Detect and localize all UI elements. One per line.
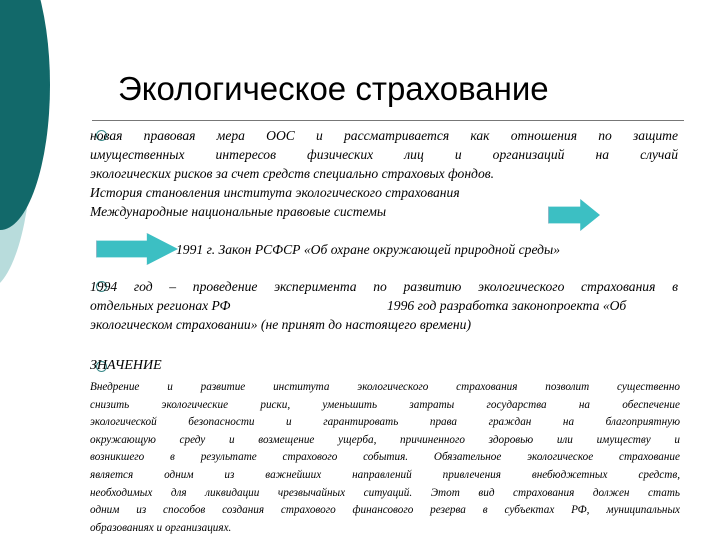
block-1994-line-1: 1994 год – проведение эксперимента по развитию экологического страхования в <box>90 279 678 294</box>
slide-title: Экологическое страхование <box>118 70 549 107</box>
significance-line: снизить экологические риски, уменьшить затраты государства на обеспечение <box>90 398 680 411</box>
law-1991-text: 1991 г. Закон РСФСР «Об охране окружающей природной среды» <box>176 242 561 257</box>
intro-line-3: экологических рисков за счет средств специально страховых фондов. <box>90 166 495 181</box>
significance-line: Внедрение и развитие института экологического страхования позволит существенно <box>90 381 680 393</box>
significance-heading: ЗНАЧЕНИЕ <box>90 358 162 373</box>
block-1994-line-2a: отдельных регионах РФ <box>90 298 231 313</box>
significance-line: одним из способов создания страхового финансового резерва в субъектах РФ, муниципальных <box>90 504 680 517</box>
right-arrow-icon <box>96 233 178 265</box>
significance-line: является одним из важнейших направлений привлечения внебюджетных средств, <box>90 469 680 481</box>
block-1996-line-2b: 1996 год разработка законопроекта «Об <box>387 298 627 313</box>
intro-line-5: Международные национальные правовые системы <box>90 204 387 219</box>
significance-line: возникшего в результате страхового события. Обязательное экологическое страхование <box>90 451 680 464</box>
right-arrow-icon <box>548 199 600 231</box>
significance-line: окружающую среду и возмещение ущерба, причиненного здоровью или имуществу и <box>90 433 680 446</box>
significance-line: образованиях и организациях. <box>90 521 232 534</box>
intro-line-1: новая правовая мера ООС и рассматривается как отношения по защите <box>90 128 678 143</box>
title-divider <box>92 120 684 121</box>
block-1994-line-3: экологическом страховании» (не принят до настоящего времени) <box>90 317 471 332</box>
intro-line-4: История становления института экологического страхования <box>90 185 460 200</box>
significance-line: экологической безопасности и гарантировать права граждан на благоприятную <box>90 416 680 429</box>
significance-line: необходимых для ликвидации чрезвычайных ситуаций. Этот вид страхования должен стать <box>90 486 680 499</box>
decorative-dark-arc <box>0 0 50 230</box>
intro-line-2: имущественных интересов физических лиц и организаций на случай <box>90 147 678 162</box>
